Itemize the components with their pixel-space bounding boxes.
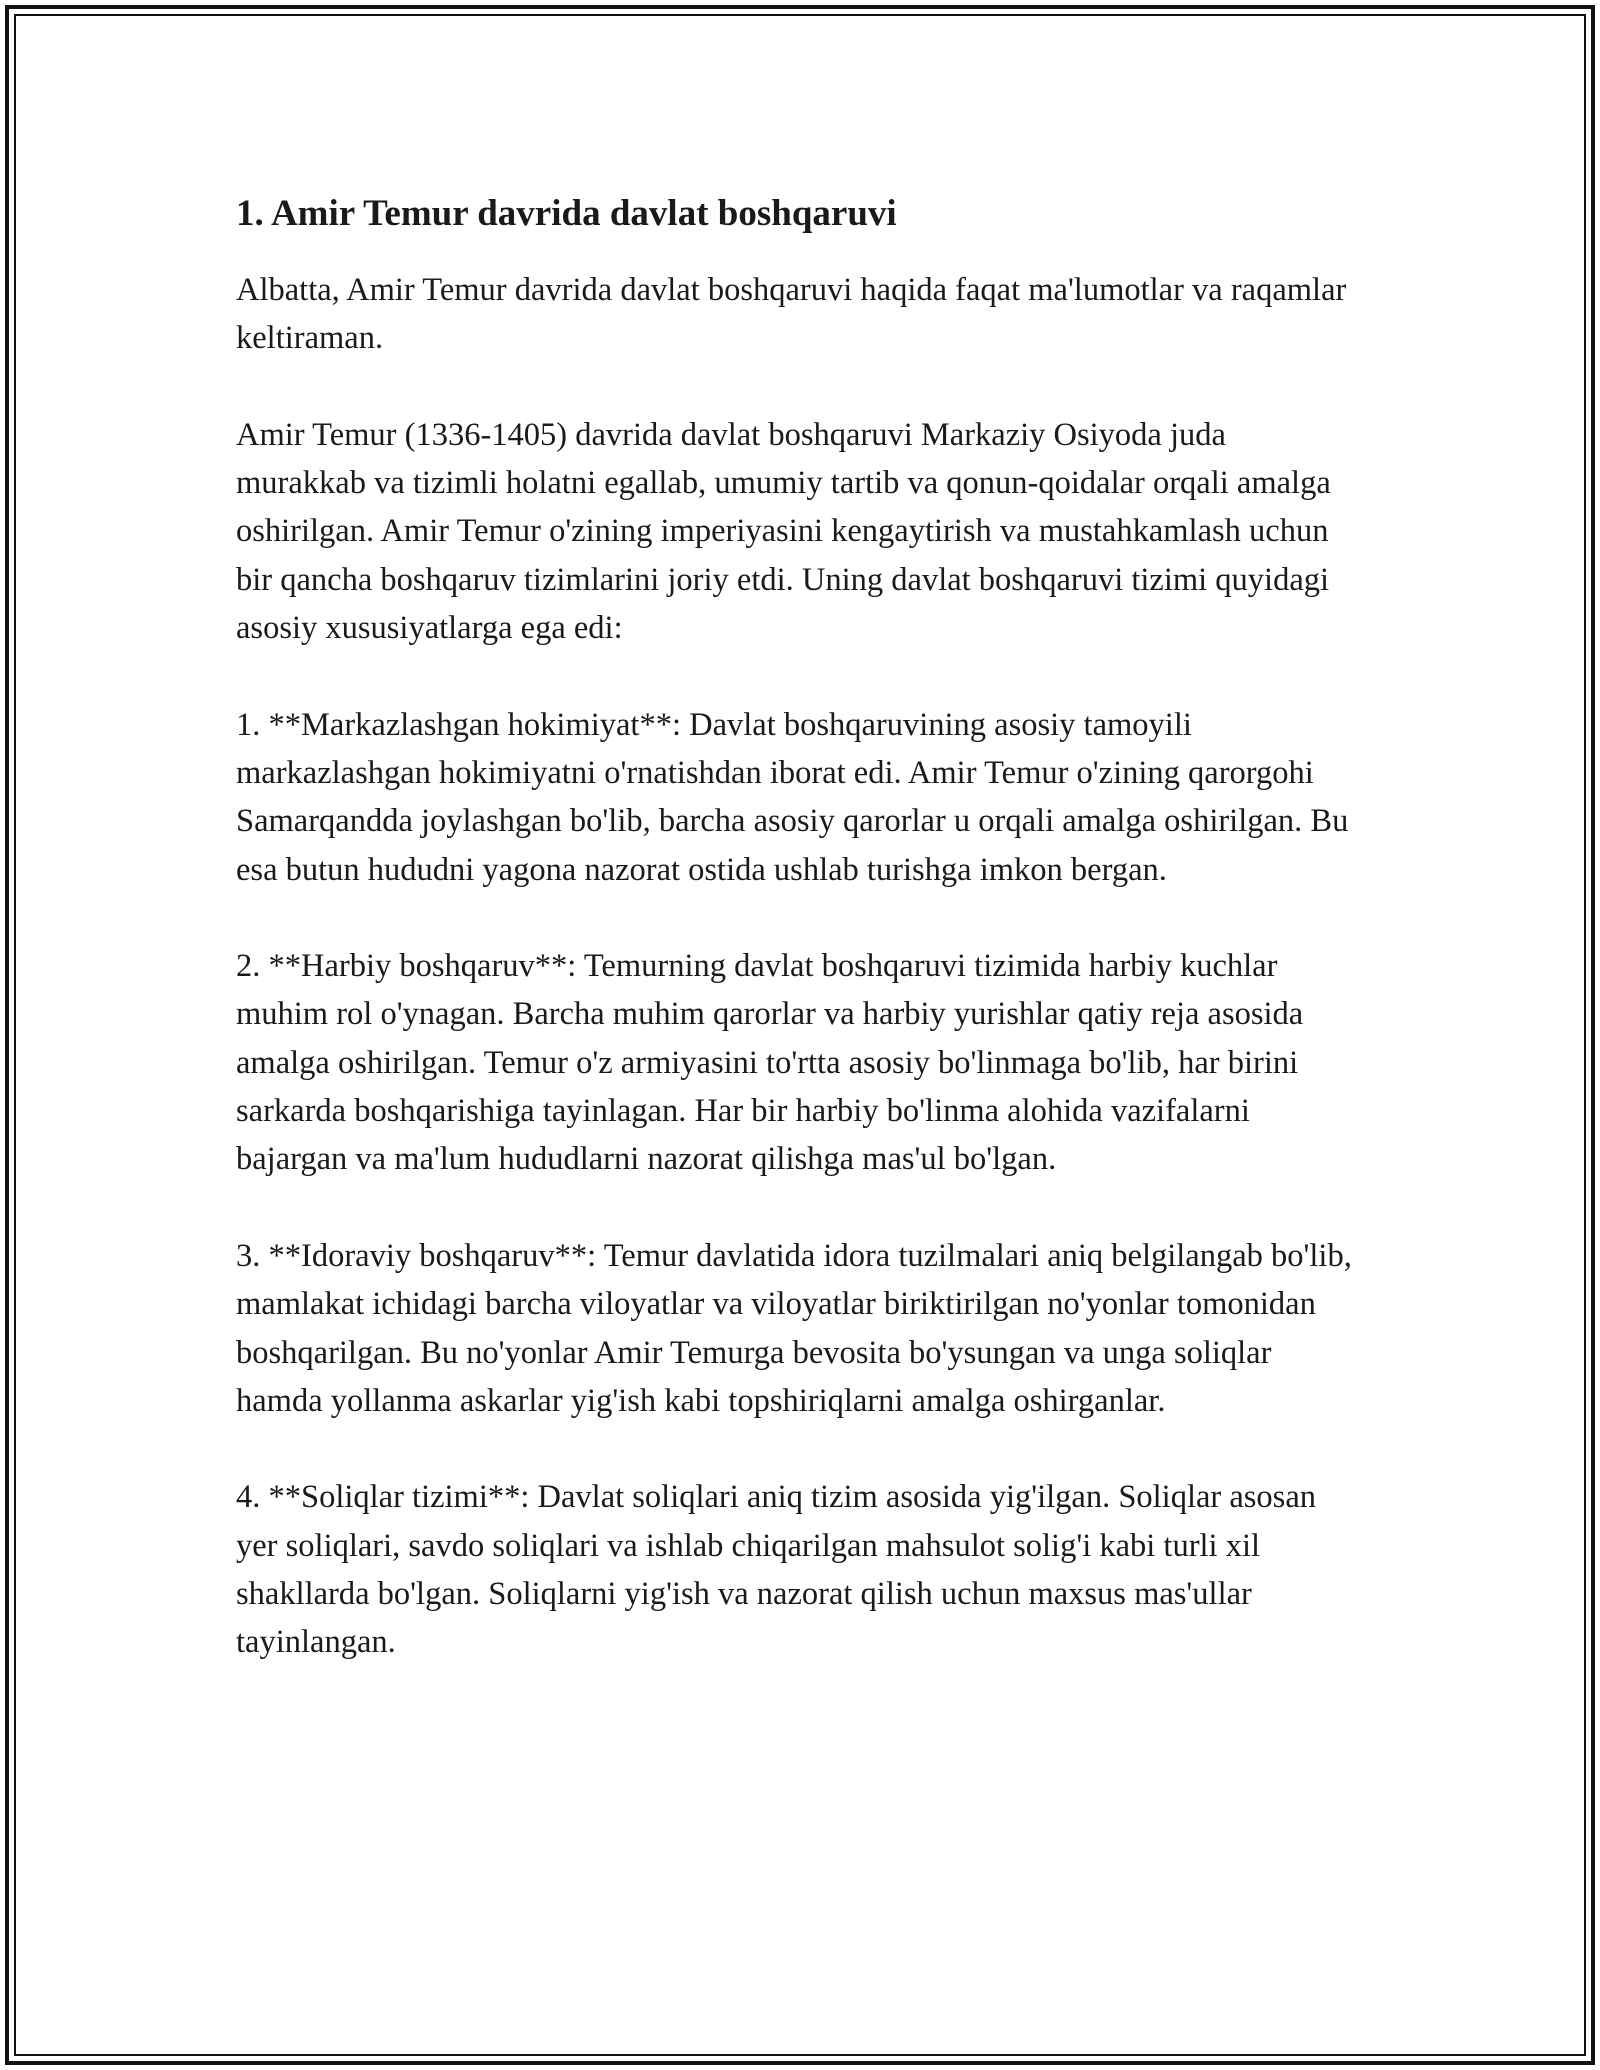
list-item-tax-system: 4. **Soliqlar tizimi**: Davlat soliqlari aniq tizim asosida yig'ilgan. Soliqlar asosan yer soliqlari, savdo soliqlari va ishlab chiqarilgan mahsulot solig'i kabi turli xil shakllarda bo'lgan. Soliqlarni yig'ish va nazorat qilish uchun maxsus mas'ullar tayinlangan.	[236, 1479, 1317, 1661]
intro-paragraph: Albatta, Amir Temur davrida davlat boshqaruvi haqida faqat ma'lumotlar va raqamlar keltiraman.	[236, 272, 1347, 357]
list-item-administrative-governance: 3. **Idoraviy boshqaruv**: Temur davlatida idora tuzilmalari aniq belgilangab bo'lib, mamlakat ichidagi barcha viloyatlar va viloyatlar biriktirilgan no'yonlar tomonidan boshqarilgan. Bu no'yonlar Amir Temurga bevosita bo'ysungan va unga soliqlar hamda yollanma askarlar yig'ish kabi topshiriqlarni amalga oshirganlar.	[236, 1237, 1352, 1419]
list-item-military-governance: 2. **Harbiy boshqaruv**: Temurning davlat boshqaruvi tizimida harbiy kuchlar muhim rol o'ynagan. Barcha muhim qarorlar va harbiy yurishlar qatiy reja asosida amalga oshirilgan. Temur o'z armiyasini to'rtta asosiy bo'linmaga bo'lib, har birini sarkarda boshqarishiga tayinlagan. Har bir harbiy bo'linma alohida vazifalarni bajargan va ma'lum hududlarni nazorat qilishga mas'ul bo'lgan.	[236, 948, 1304, 1178]
document-content	[236, 186, 1361, 1667]
list-item-centralized-power: 1. **Markazlashgan hokimiyat**: Davlat boshqaruvining asosiy tamoyili markazlashgan hokimiyatni o'rnatishdan iborat edi. Amir Temur o'zining qarorgohi Samarqandda joylashgan bo'lib, barcha asosiy qarorlar u orqali amalga oshirilgan. Bu esa butun hududni yagona nazorat ostida ushlab turishga imkon bergan.	[236, 706, 1349, 888]
document-title: 1. Amir Temur davrida davlat boshqaruvi	[236, 193, 897, 234]
overview-paragraph: Amir Temur (1336-1405) davrida davlat boshqaruvi Markaziy Osiyoda juda murakkab va tizimli holatni egallab, umumiy tartib va qonun-qoidalar orqali amalga oshirilgan. Amir Temur o'zining imperiyasini kengaytirish va mustahkamlash uchun bir qancha boshqaruv tizimlarini joriy etdi. Uning davlat boshqaruvi tizimi quyidagi asosiy xususiyatlarga ega edi:	[236, 416, 1331, 647]
